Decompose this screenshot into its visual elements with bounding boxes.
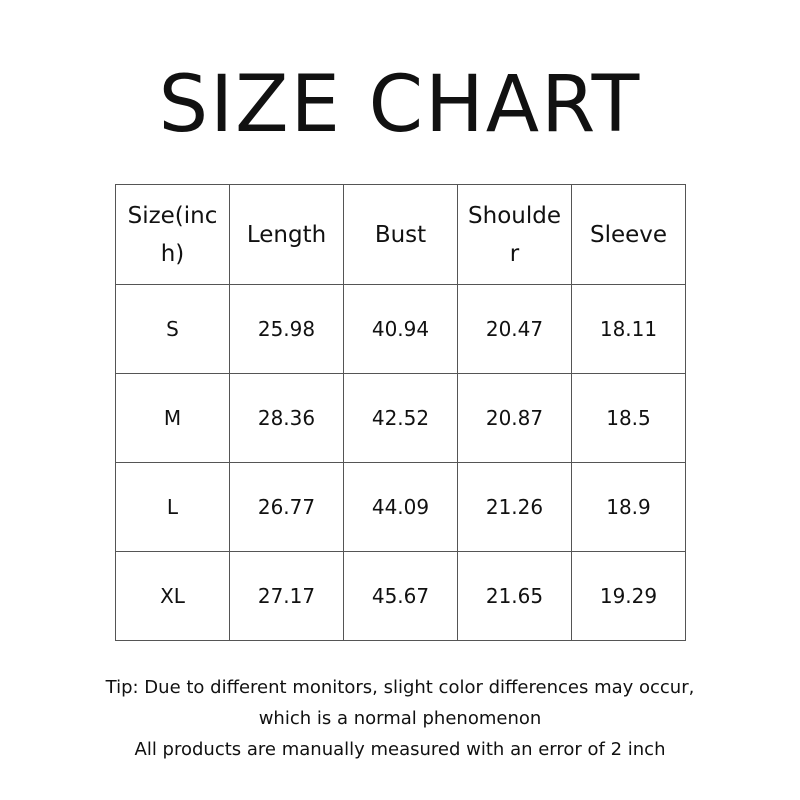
header-sleeve	[572, 185, 686, 285]
tip-line-3: All products are manually measured with an error of 2 inch	[134, 739, 666, 760]
table-row	[116, 374, 686, 463]
cell-bust: 40.94	[344, 285, 458, 374]
header-shoulder-line1: Shoulde	[468, 202, 561, 229]
header-length-label: Length	[246, 221, 327, 248]
header-sleeve-label: Sleeve	[589, 221, 668, 248]
size-chart-table	[115, 184, 686, 641]
cell-length: 27.17	[230, 552, 344, 641]
table-row	[116, 463, 686, 552]
cell-bust: 45.67	[344, 552, 458, 641]
cell-sleeve: 18.9	[572, 463, 686, 552]
header-size-line1: Size(inc	[127, 202, 218, 229]
table-row	[116, 552, 686, 641]
page-title: SIZE CHART	[158, 60, 642, 150]
cell-bust: 42.52	[344, 374, 458, 463]
cell-sleeve: 19.29	[572, 552, 686, 641]
header-bust-label: Bust	[374, 221, 427, 248]
tip-note	[0, 672, 800, 765]
cell-shoulder: 21.26	[458, 463, 572, 552]
cell-length: 28.36	[230, 374, 344, 463]
header-bust	[344, 185, 458, 285]
cell-shoulder: 20.87	[458, 374, 572, 463]
cell-bust: 44.09	[344, 463, 458, 552]
header-shoulder-line2: r	[509, 240, 520, 267]
cell-size: S	[116, 285, 230, 374]
cell-size: L	[116, 463, 230, 552]
header-size	[116, 185, 230, 285]
cell-shoulder: 21.65	[458, 552, 572, 641]
table-header-row	[116, 185, 686, 285]
header-length	[230, 185, 344, 285]
tip-line-2: which is a normal phenomenon	[258, 708, 542, 729]
cell-length: 25.98	[230, 285, 344, 374]
tip-line-1: Tip: Due to different monitors, slight color differences may occur,	[105, 677, 695, 698]
cell-shoulder: 20.47	[458, 285, 572, 374]
cell-length: 26.77	[230, 463, 344, 552]
cell-sleeve: 18.5	[572, 374, 686, 463]
cell-size: XL	[116, 552, 230, 641]
header-shoulder	[458, 185, 572, 285]
cell-size: M	[116, 374, 230, 463]
cell-sleeve: 18.11	[572, 285, 686, 374]
table-row	[116, 285, 686, 374]
header-size-line2: h)	[160, 240, 185, 267]
